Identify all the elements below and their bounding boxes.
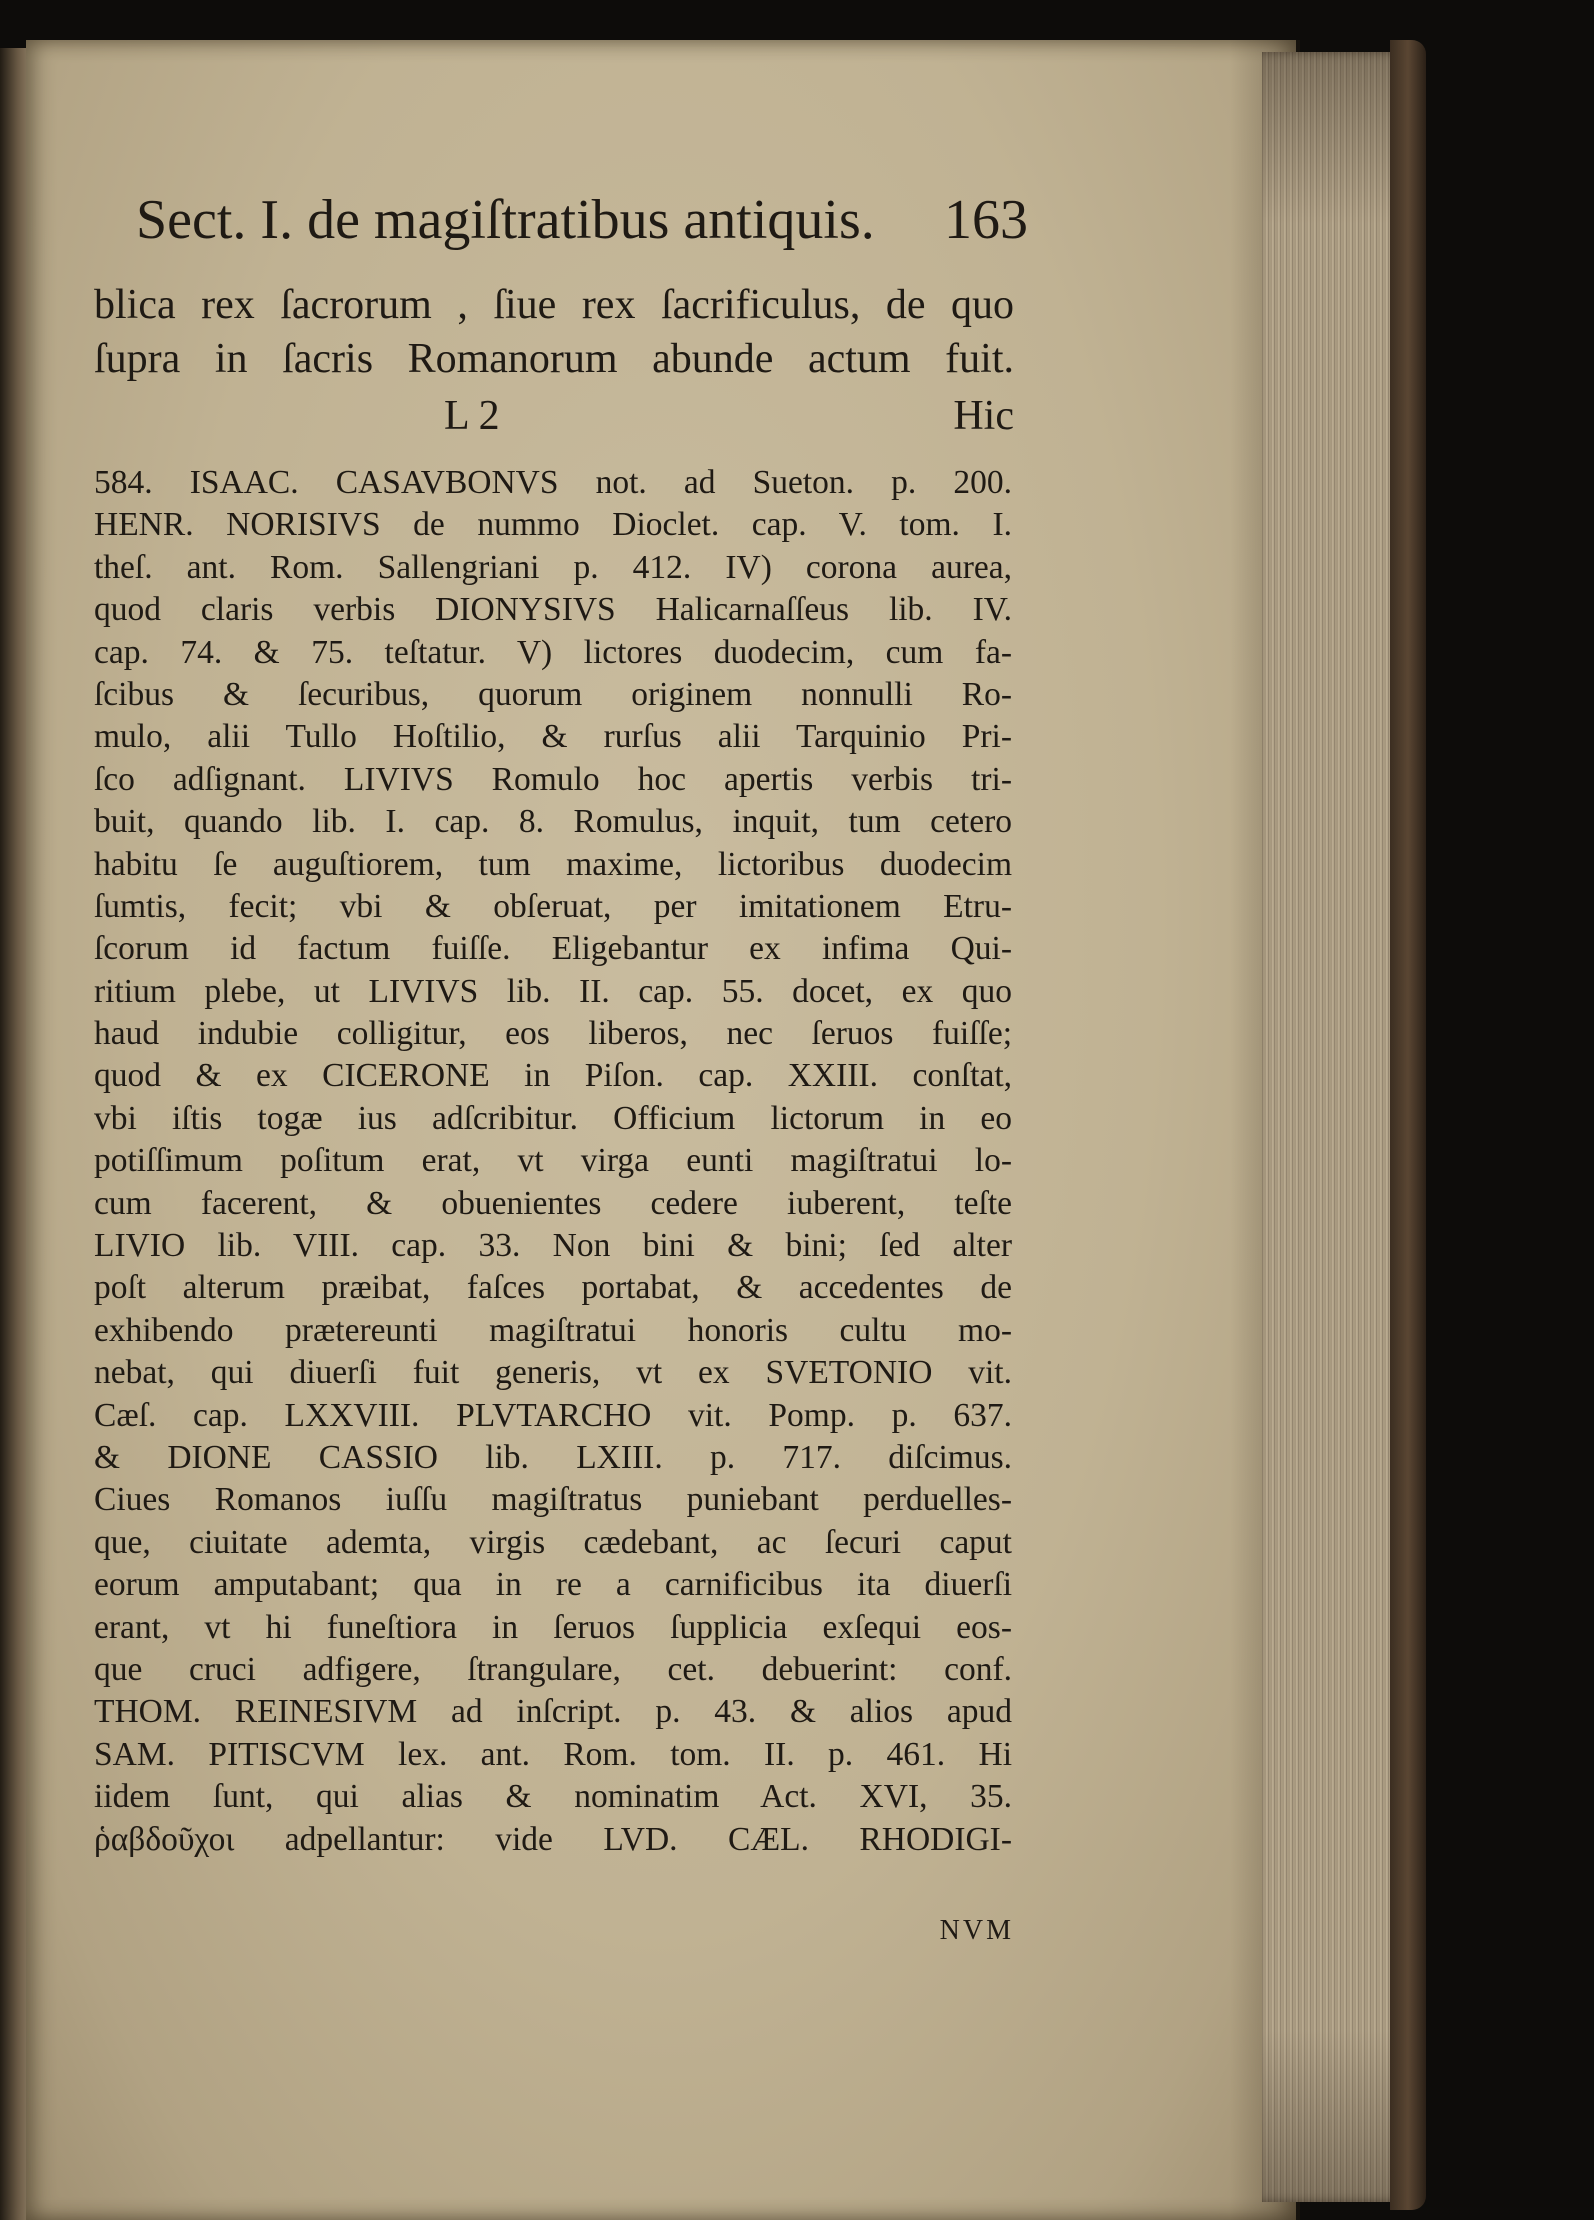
footnote-line: Ciues Romanos iuſſu magiſtratus puniebant perduelles- — [94, 1481, 1012, 1519]
footnote-line: ritium plebe, ut LIVIVS lib. II. cap. 55. docet, ex quo — [94, 972, 1012, 1010]
catchword: Hic — [953, 393, 1014, 439]
footnote-line: mulo, alii Tullo Hoſtilio, & rurſus alii Tarquinio Pri- — [94, 718, 1012, 756]
footnote-line: exhibendo prætereunti magiſtratui honoris cultu mo- — [94, 1311, 1012, 1349]
footnote-line: ſcibus & ſecuribus, quorum originem nonnulli Ro- — [94, 675, 1012, 713]
footnote-line: ῥαβδοῦχοι adpellantur: vide LVD. CÆL. RHODIGI- — [94, 1820, 1012, 1858]
footnote-line: cap. 74. & 75. teſtatur. V) lictores duodecim, cum fa- — [94, 633, 1012, 671]
footnote-line: que cruci adfigere, ſtrangulare, cet. debuerint: conf. — [94, 1650, 1012, 1688]
signature-line — [94, 386, 1014, 446]
footnote-line: nebat, qui diuerſi fuit generis, vt ex SVETONIO vit. — [94, 1354, 1012, 1392]
footnote-line: eorum amputabant; qua in re a carnificibus ita diuerſi — [94, 1566, 1012, 1604]
main-text-line: ſupra in ſacris Romanorum abunde actum fuit. — [94, 336, 1014, 382]
footnote-line: haud indubie colligitur, eos liberos, nec ſeruos fuiſſe; — [94, 1015, 1012, 1053]
footnote-line: quod claris verbis DIONYSIVS Halicarnaſſeus lib. IV. — [94, 591, 1012, 629]
footnote-line: LIVIO lib. VIII. cap. 33. Non bini & bini; ſed alter — [94, 1227, 1012, 1265]
footnote-line: 584. ISAAC. CASAVBONVS not. ad Sueton. p. 200. — [94, 464, 1012, 501]
running-head — [136, 180, 1028, 260]
footnote-line: Cæſ. cap. LXXVIII. PLVTARCHO vit. Pomp. p. 637. — [94, 1396, 1012, 1434]
book-cover-board — [1390, 40, 1426, 2210]
running-head-title: Sect. I. de magiſtratibus antiquis. — [136, 189, 875, 251]
footnotes — [94, 462, 1012, 1861]
footnote-line: cum facerent, & obuenientes cedere iuberent, teſte — [94, 1184, 1012, 1222]
footnote-line: ſumtis, fecit; vbi & obſeruat, per imitationem Etru- — [94, 887, 1012, 925]
footnote-line: erant, vt hi funeſtiora in ſeruos ſupplicia exſequi eos- — [94, 1608, 1012, 1646]
footnote-line: poſt alterum præibat, faſces portabat, & accedentes de — [94, 1269, 1012, 1307]
main-text-line: blica rex ſacrorum , ſiue rex ſacrificulus, de quo — [94, 282, 1014, 328]
footnote-line: potiſſimum poſitum erat, vt virga eunti magiſtratui lo- — [94, 1142, 1012, 1180]
signature-mark: L 2 — [444, 393, 500, 439]
page-number: 163 — [944, 189, 1028, 251]
footnote-line: vbi iſtis togæ ius adſcribitur. Officium lictorum in eo — [94, 1099, 1012, 1137]
footnote-line: & DIONE CASSIO lib. LXIII. p. 717. diſcimus. — [94, 1438, 1012, 1476]
footnote-line: ſco adſignant. LIVIVS Romulo hoc apertis verbis tri- — [94, 760, 1012, 798]
footnote-line: habitu ſe auguſtiorem, tum maxime, lictoribus duodecim — [94, 845, 1012, 883]
bottom-catchword: NVM — [939, 1915, 1014, 1946]
footnote-line: HENR. NORISIVS de nummo Dioclet. cap. V. tom. I. — [94, 506, 1012, 544]
footnote-line: que, ciuitate ademta, virgis cædebant, ac ſecuri caput — [94, 1523, 1012, 1561]
footnote-line: buit, quando lib. I. cap. 8. Romulus, inquit, tum cetero — [94, 803, 1012, 841]
footnote-line: SAM. PITISCVM lex. ant. Rom. tom. II. p. 461. Hi — [94, 1735, 1012, 1773]
footnote-line: THOM. REINESIVM ad inſcript. p. 43. & alios apud — [94, 1693, 1012, 1731]
footnote-line: iidem ſunt, qui alias & nominatim Act. XVI, 35. — [94, 1778, 1012, 1816]
footnote-line: ſcorum id factum fuiſſe. Eligebantur ex infima Qui- — [94, 930, 1012, 968]
footnote-line: theſ. ant. Rom. Sallengriani p. 412. IV) corona aurea, — [94, 548, 1012, 586]
main-text — [94, 278, 1014, 446]
footnote-line: quod & ex CICERONE in Piſon. cap. XXIII. conſtat, — [94, 1057, 1012, 1095]
